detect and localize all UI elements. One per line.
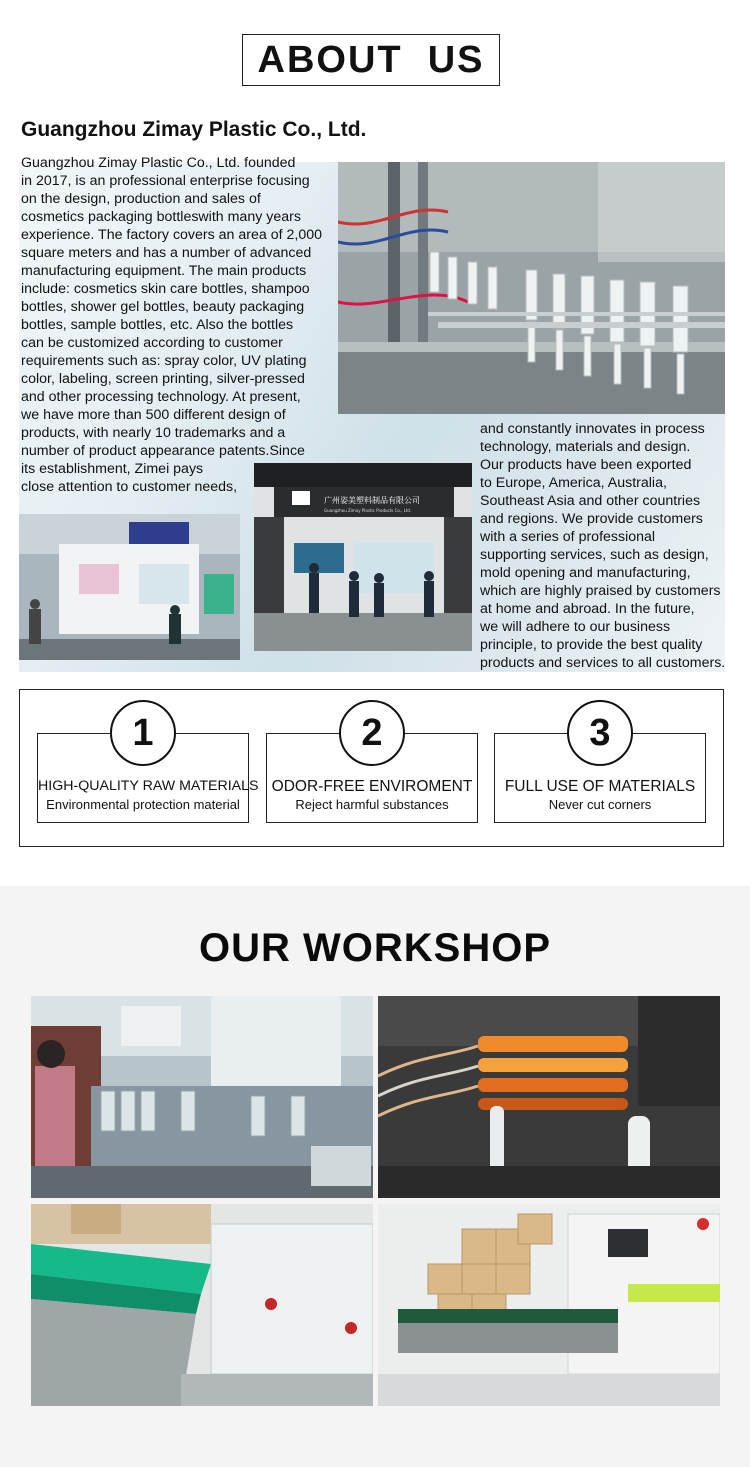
- paragraph-line: which are highly praised by customers: [480, 583, 721, 599]
- heating-oven-illustration: [378, 996, 720, 1198]
- paragraph-line: mold opening and manufacturing,: [480, 565, 691, 581]
- intro-paragraph-left: [21, 154, 339, 496]
- paragraph-line: products, with nearly 10 trademarks and a: [21, 425, 286, 441]
- paragraph-line: products and services to all customers.: [480, 655, 726, 671]
- paragraph-line: bottles, sample bottles, etc. Also the bottles: [21, 317, 294, 333]
- paragraph-line: bottles, shower gel bottles, beauty packaging: [21, 299, 305, 315]
- paragraph-line: close attention to customer needs,: [21, 479, 238, 495]
- paragraph-line: on the design, production and sales of: [21, 191, 261, 207]
- paragraph-line: number of product appearance patents.Since: [21, 443, 305, 459]
- spray-line-photo: [338, 162, 725, 414]
- paragraph-line: and regions. We provide customers: [480, 511, 703, 527]
- paragraph-line: include: cosmetics skin care bottles, shampoo: [21, 281, 310, 297]
- paragraph-line: principle, to provide the best quality: [480, 637, 703, 653]
- paragraph-line: can be customized according to customer: [21, 335, 283, 351]
- workshop-photo-packing-machine: [378, 1204, 720, 1406]
- feature-title: HIGH-QUALITY RAW MATERIALS: [38, 778, 259, 794]
- workshop-title: OUR WORKSHOP: [199, 926, 551, 970]
- paragraph-line: experience. The factory covers an area of 2,000: [21, 227, 323, 243]
- workshop-photo-labeling-machine: [31, 996, 373, 1198]
- workshop-photo-conveyor: [31, 1204, 373, 1406]
- paragraph-line: in 2017, is an professional enterprise focusing: [21, 173, 310, 189]
- paragraph-line: at home and abroad. In the future,: [480, 601, 695, 617]
- paragraph-line: with a series of professional: [480, 529, 656, 545]
- about-us-label: ABOUT US: [257, 38, 485, 81]
- exhibition-booth-photo-1: [19, 514, 240, 660]
- paragraph-line: cosmetics packaging bottleswith many years: [21, 209, 301, 225]
- packing-machine-illustration: [378, 1204, 720, 1406]
- feature-subtitle: Environmental protection material: [46, 797, 240, 812]
- paragraph-line: Southeast Asia and other countries: [480, 493, 701, 509]
- paragraph-line: Guangzhou Zimay Plastic Co., Ltd. founded: [21, 155, 296, 171]
- paragraph-line: requirements such as: spray color, UV plating: [21, 353, 307, 369]
- intro-paragraph-right: [480, 420, 725, 672]
- labeling-machine-illustration: [31, 996, 373, 1198]
- paragraph-line: to Europe, America, Australia,: [480, 475, 667, 491]
- paragraph-line: we will adhere to our business: [480, 619, 671, 635]
- about-us-title: [242, 34, 500, 86]
- paragraph-line: manufacturing equipment. The main products: [21, 263, 307, 279]
- conveyor-illustration: [31, 1204, 373, 1406]
- paragraph-line: Our products have been exported: [480, 457, 692, 473]
- paragraph-line: color, labeling, screen printing, silver-pressed: [21, 371, 305, 387]
- paragraph-line: square meters and has a number of advanced: [21, 245, 312, 261]
- feature-title: FULL USE OF MATERIALS: [504, 778, 696, 795]
- spray-line-illustration: [338, 162, 725, 414]
- exhibition-booth-illustration: [19, 514, 240, 660]
- feature-number-2: 2: [339, 700, 405, 766]
- paragraph-line: and constantly innovates in process: [480, 421, 705, 437]
- feature-subtitle: Reject harmful substances: [295, 797, 449, 812]
- feature-number-1: 1: [110, 700, 176, 766]
- workshop-photo-heating-oven: [378, 996, 720, 1198]
- paragraph-line: technology, materials and design.: [480, 439, 691, 455]
- booth-sign-sub: Guangzhou Zimay Plastic Products Co., Ltd.: [324, 508, 412, 513]
- feature-title: ODOR-FREE ENVIROMENT: [271, 778, 473, 795]
- feature-subtitle: Never cut corners: [548, 797, 652, 812]
- booth-sign-text: 广州姿美塑料制品有限公司: [324, 496, 420, 505]
- paragraph-line: supporting services, such as design,: [480, 547, 709, 563]
- paragraph-line: its establishment, Zimei pays: [21, 461, 204, 477]
- feature-number-3: 3: [567, 700, 633, 766]
- paragraph-line: we have more than 500 different design of: [21, 407, 286, 423]
- company-name: Guangzhou Zimay Plastic Co., Ltd.: [21, 118, 367, 141]
- paragraph-line: and other processing technology. At present,: [21, 389, 301, 405]
